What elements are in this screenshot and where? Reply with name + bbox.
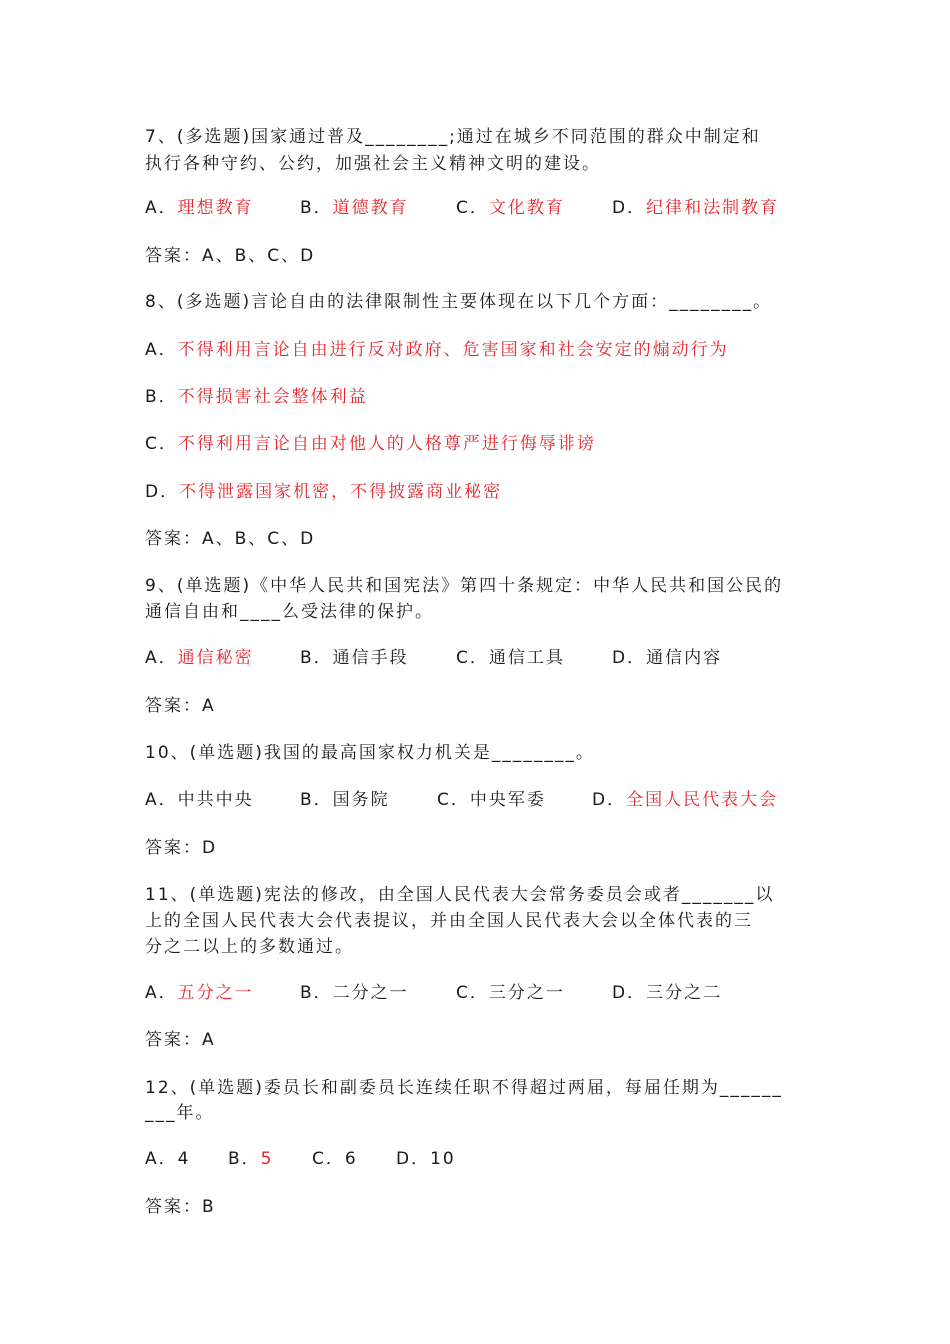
q11-option-d: D．三分之二	[612, 983, 723, 1003]
q10-option-c: C．中央军委	[437, 790, 546, 810]
q11-option-b: B．二分之一	[300, 983, 409, 1003]
q8-option-d: D．不得泄露国家机密，不得披露商业秘密	[145, 482, 503, 502]
q8-answer: 答案：A、B、C、D	[145, 529, 316, 549]
q8-stem-line1: 8、(多选题)言论自由的法律限制性主要体现在以下几个方面：________。	[145, 292, 773, 312]
q9-option-d: D．通信内容	[612, 648, 723, 668]
q9-stem-line1: 9、(单选题)《中华人民共和国宪法》第四十条规定：中华人民共和国公民的	[145, 576, 784, 596]
q9-option-a: A．通信秘密	[145, 648, 254, 668]
q12-stem-line1: 12、(单选题)委员长和副委员长连续任职不得超过两届，每届任期为______	[145, 1078, 783, 1098]
q10-option-a: A．中共中央	[145, 790, 254, 810]
q7-stem-line1: 7、(多选题)国家通过普及________;通过在城乡不同范围的群众中制定和	[145, 127, 761, 147]
q8-option-a: A．不得利用言论自由进行反对政府、危害国家和社会安定的煽动行为	[145, 340, 729, 360]
q11-stem-line3: 分之二以上的多数通过。	[145, 937, 354, 957]
q11-stem-line2: 上的全国人民代表大会代表提议，并由全国人民代表大会以全体代表的三	[145, 911, 753, 931]
q12-option-b: B．5	[228, 1149, 274, 1169]
q9-stem-line2: 通信自由和____么受法律的保护。	[145, 602, 434, 622]
q7-option-a: A．理想教育	[145, 198, 254, 218]
q10-option-d: D．全国人民代表大会	[592, 790, 779, 810]
q11-option-c: C．三分之一	[456, 983, 565, 1003]
q7-option-c: C．文化教育	[456, 198, 565, 218]
q10-stem-line1: 10、(单选题)我国的最高国家权力机关是________。	[145, 743, 595, 763]
q11-answer: 答案：A	[145, 1030, 216, 1050]
q9-option-c: C．通信工具	[456, 648, 565, 668]
q7-option-d: D．纪律和法制教育	[612, 198, 780, 218]
q12-option-c: C．6	[312, 1149, 358, 1169]
q10-answer: 答案：D	[145, 838, 218, 858]
q7-stem-line2: 执行各种守约、公约，加强社会主义精神文明的建设。	[145, 154, 601, 174]
q12-option-d: D．10	[396, 1149, 456, 1169]
q11-option-a: A．五分之一	[145, 983, 254, 1003]
q8-option-b: B．不得损害社会整体利益	[145, 387, 368, 407]
q10-option-b: B．国务院	[300, 790, 390, 810]
q12-answer: 答案：B	[145, 1197, 216, 1217]
q7-answer: 答案：A、B、C、D	[145, 246, 316, 266]
q9-option-b: B．通信手段	[300, 648, 409, 668]
q7-option-b: B．道德教育	[300, 198, 409, 218]
q11-stem-line1: 11、(单选题)宪法的修改，由全国人民代表大会常务委员会或者_______以	[145, 885, 775, 905]
q12-stem-line2: ___年。	[145, 1103, 215, 1123]
q8-option-c: C．不得利用言论自由对他人的人格尊严进行侮辱诽谤	[145, 434, 596, 454]
q9-answer: 答案：A	[145, 696, 216, 716]
q12-option-a: A．4	[145, 1149, 191, 1169]
